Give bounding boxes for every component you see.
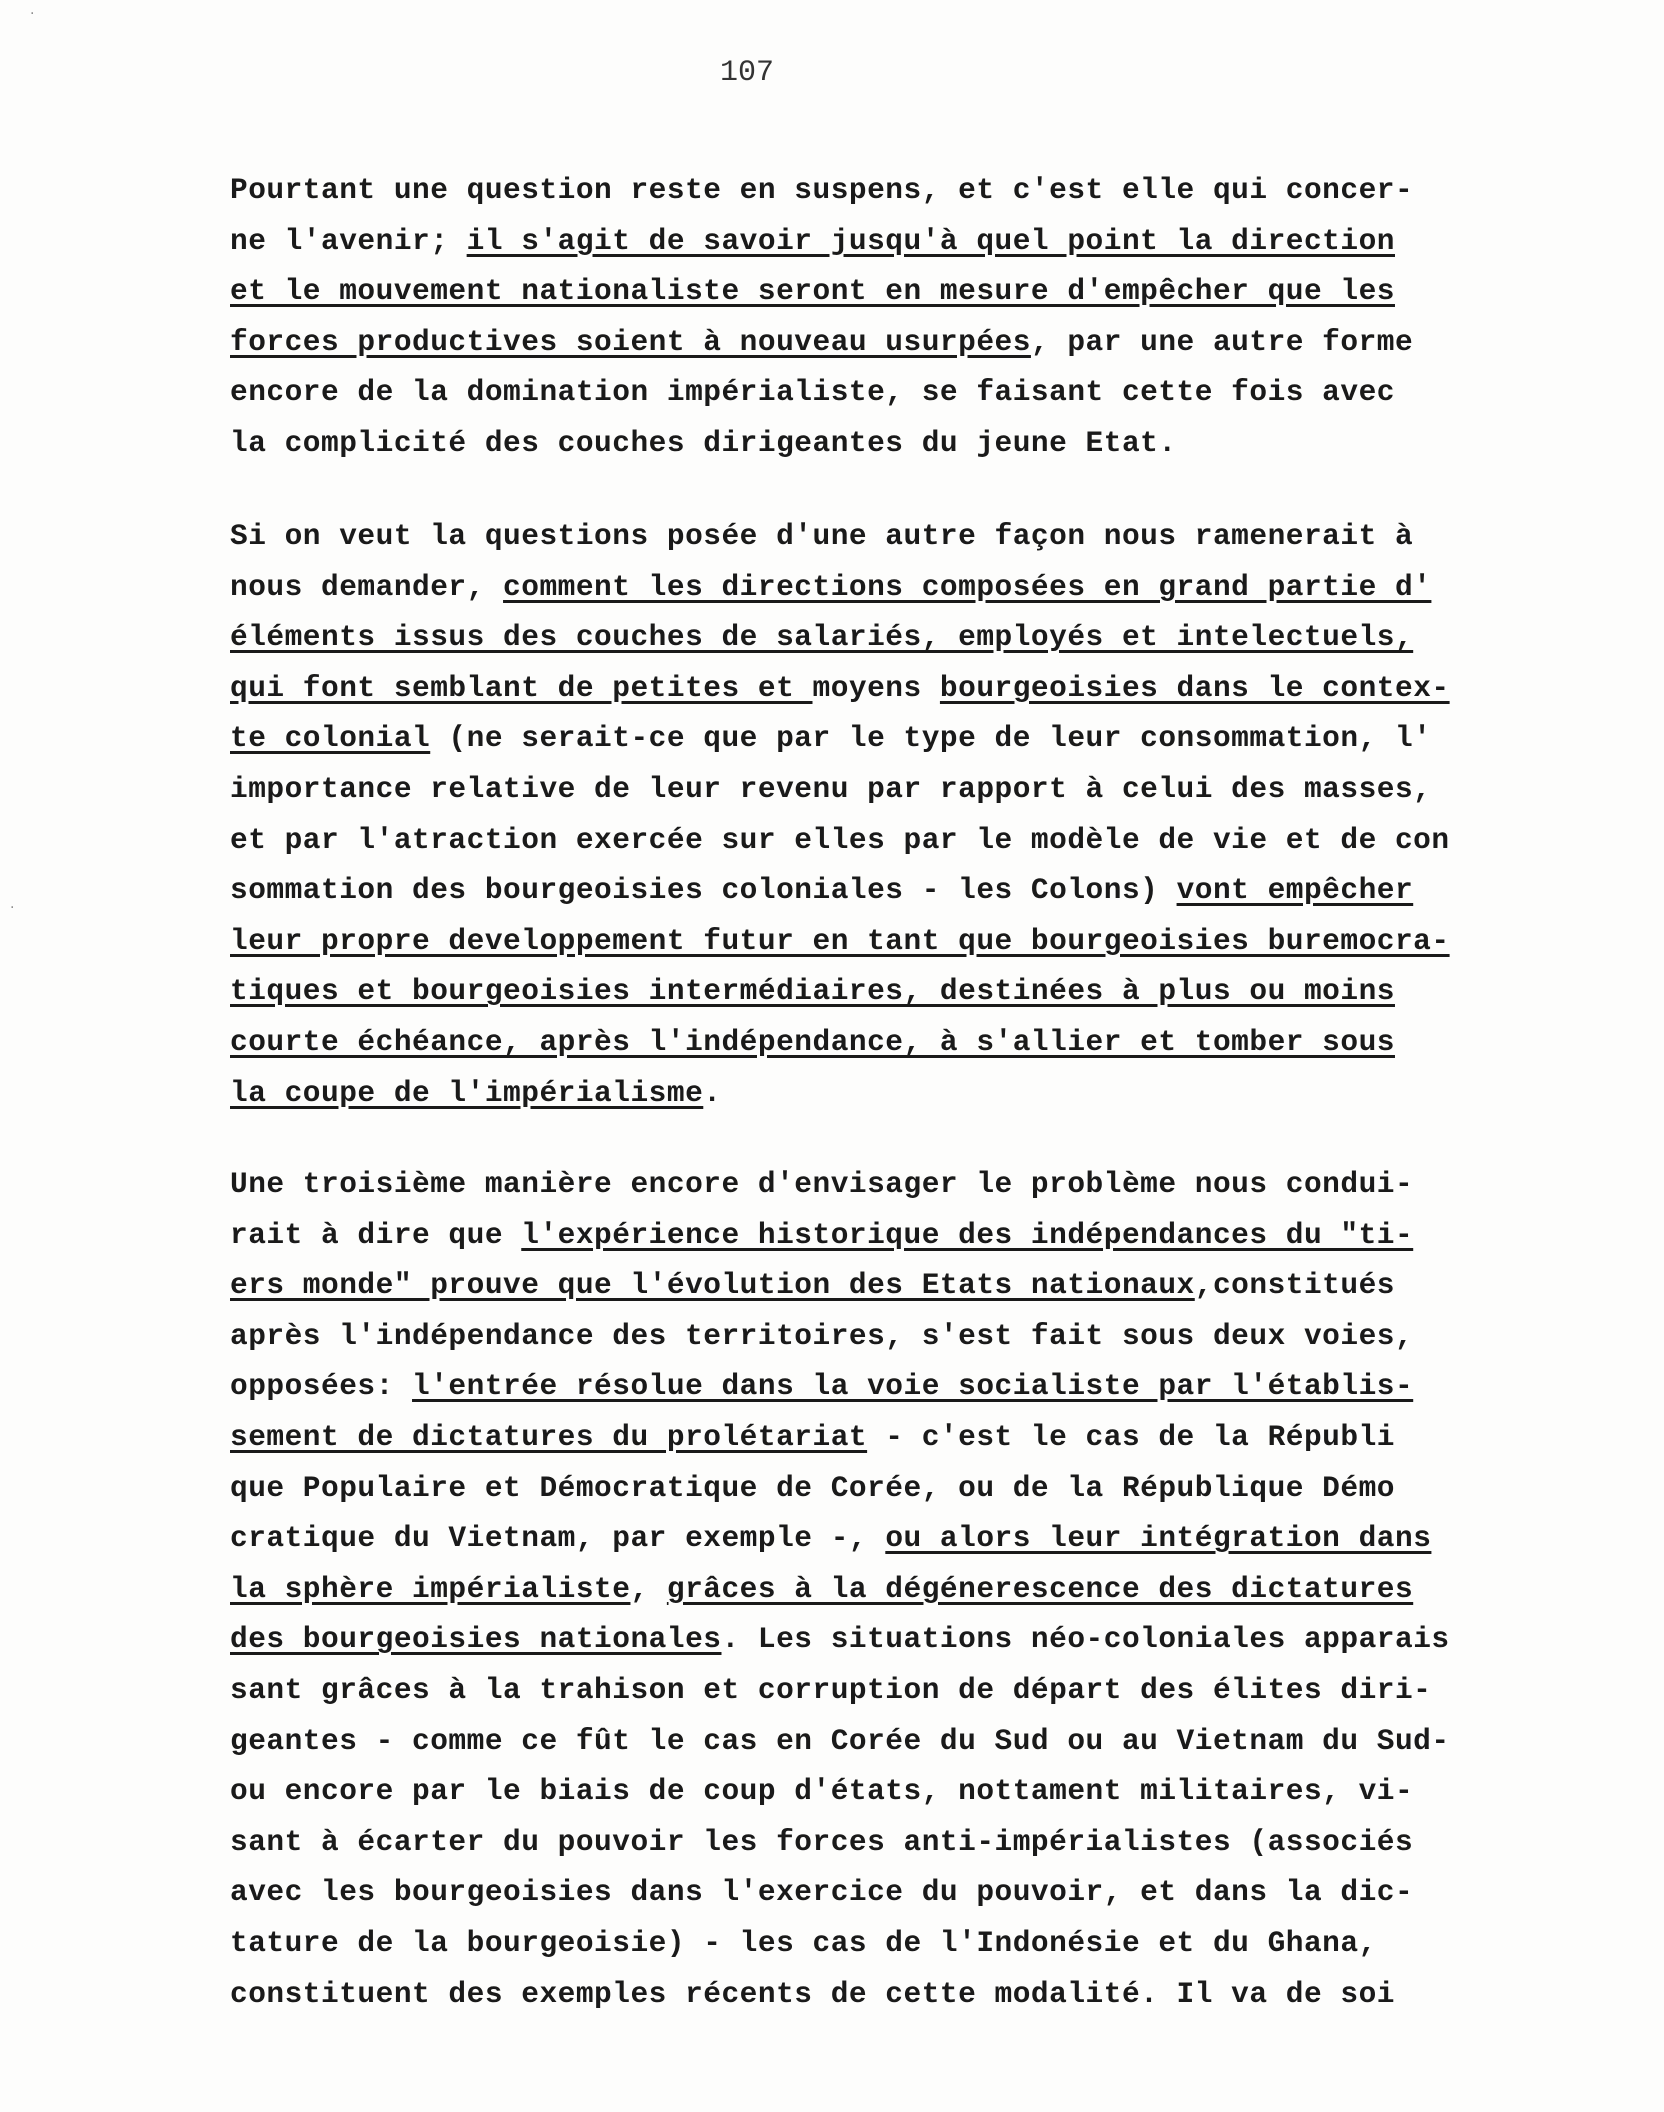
- text-line: [230, 1872, 1413, 1912]
- page-number: 107: [720, 56, 775, 90]
- text-segment: sommation des bourgeoisies coloniales - les Colons): [230, 873, 1177, 908]
- text-line: [230, 1366, 1413, 1406]
- text-segment: sant grâces à la trahison et corruption de départ des élites diri-: [230, 1673, 1432, 1707]
- text-segment: (ne serait-ce que par le type de leur consommation, l': [430, 721, 1432, 756]
- underlined-text: la sphère impérialiste: [230, 1571, 631, 1606]
- text-line: [230, 1164, 1413, 1204]
- text-line: [230, 1923, 1377, 1963]
- underlined-text: courte échéance, après l'indépendance, à s'allier et tomber sous: [230, 1025, 1395, 1059]
- underlined-text: leur propre developpement futur en tant que bourgeoisies buremocra-: [230, 923, 1450, 958]
- text-line: [230, 1468, 1395, 1508]
- text-line: [230, 372, 1395, 412]
- text-line: [230, 668, 1450, 708]
- text-segment: opposées:: [230, 1369, 413, 1404]
- scan-speck: ·: [10, 900, 15, 916]
- text-segment: avec les bourgeoisies dans l'exercice du pouvoir, et dans la dic-: [230, 1875, 1414, 1910]
- underlined-text: sement de dictatures du prolétariat: [230, 1420, 868, 1454]
- underlined-text: des bourgeoisies nationales: [230, 1622, 722, 1657]
- text-line: [230, 870, 1413, 910]
- text-line: [230, 221, 1395, 261]
- text-segment: importance relative de leur revenu par rapport à celui des masses,: [230, 772, 1432, 806]
- text-line: [230, 1215, 1413, 1255]
- underlined-text: éléments issus des couches de salariés, employés et intelectuels,: [230, 620, 1414, 655]
- text-segment: encore de la domination impérialiste, se faisant cette fois avec: [230, 375, 1395, 410]
- text-line: [230, 769, 1431, 809]
- scan-speck: ·: [30, 6, 35, 22]
- text-line: [230, 170, 1413, 210]
- text-line: [230, 1073, 721, 1113]
- text-segment: geantes - comme ce fût le cas en Corée du Sud ou au Vietnam du Sud-: [230, 1723, 1450, 1758]
- text-segment: après l'indépendance des territoires, s'est fait sous deux voies,: [230, 1318, 1414, 1353]
- text-line: [230, 271, 1395, 311]
- text-segment: sant à écarter du pouvoir les forces anti-impérialistes (associés: [230, 1824, 1414, 1859]
- text-line: [230, 718, 1431, 758]
- underlined-text: comment les directions composées en grand partie d': [503, 569, 1432, 604]
- text-line: [230, 820, 1450, 860]
- text-line: [230, 921, 1450, 961]
- text-segment: et par l'atraction exercée sur elles par le modèle de vie et de con: [230, 822, 1450, 857]
- text-line: [230, 1022, 1395, 1062]
- text-line: [230, 1417, 1395, 1457]
- text-segment: ,constitués: [1194, 1268, 1395, 1303]
- text-line: [230, 1822, 1413, 1862]
- text-segment: tature de la bourgeoisie) - les cas de l'Indonésie et du Ghana,: [230, 1926, 1377, 1960]
- text-line: [230, 1265, 1395, 1305]
- underlined-text: grâces à la dégénerescence des dictatures: [666, 1571, 1414, 1606]
- text-segment: .: [703, 1075, 722, 1110]
- text-line: [230, 617, 1413, 657]
- text-line: [230, 971, 1395, 1011]
- text-segment: cratique du Vietnam, par exemple -,: [230, 1521, 886, 1556]
- text-segment: moyens: [812, 670, 922, 705]
- text-segment: la complicité des couches dirigeantes du jeune Etat.: [230, 426, 1177, 460]
- text-segment: ,: [630, 1571, 667, 1606]
- underlined-text: bourgeoisies dans le contex-: [939, 670, 1450, 705]
- underlined-text: vont empêcher: [1176, 873, 1414, 908]
- text-segment: rait à dire que: [230, 1217, 522, 1252]
- text-segment: Une troisième manière encore d'envisager le problème nous condui-: [230, 1167, 1414, 1201]
- text-segment: , par une autre forme: [1030, 324, 1414, 359]
- text-segment: que Populaire et Démocratique de Corée, ou de la République Démo: [230, 1470, 1395, 1505]
- underlined-text: qui font semblant de petites et: [230, 670, 813, 705]
- text-segment: ne l'avenir;: [230, 223, 467, 258]
- underlined-text: ou alors leur intégration dans: [885, 1521, 1432, 1556]
- underlined-text: l'expérience historique des indépendances du "ti-: [521, 1217, 1414, 1252]
- underlined-text: il s'agit de savoir jusqu'à quel point la direction: [466, 223, 1395, 258]
- text-segment: Pourtant une question reste en suspens, et c'est elle qui concer-: [230, 173, 1414, 207]
- text-line: [230, 1721, 1450, 1761]
- text-segment: Si on veut la questions posée d'une autre façon nous ramenerait à: [230, 519, 1414, 553]
- text-line: [230, 423, 1177, 463]
- text-line: [230, 1771, 1413, 1811]
- underlined-text: tiques et bourgeoisies intermédiaires, destinées à plus ou moins: [230, 974, 1395, 1009]
- text-segment: - c'est le cas de la Républi: [867, 1420, 1395, 1454]
- text-segment: constituent des exemples récents de cette modalité. Il va de soi: [230, 1976, 1395, 2011]
- text-line: [230, 322, 1413, 362]
- text-line: [230, 1518, 1431, 1558]
- text-line: [230, 516, 1413, 556]
- text-segment: nous demander,: [230, 569, 504, 604]
- text-line: [230, 1974, 1395, 2014]
- text-line: [230, 1670, 1431, 1710]
- underlined-text: te colonial: [230, 721, 431, 756]
- text-segment: . Les situations néo-coloniales apparais: [721, 1622, 1450, 1657]
- underlined-text: et le mouvement nationaliste seront en mesure d'empêcher que les: [230, 274, 1395, 309]
- text-line: [230, 1619, 1450, 1659]
- underlined-text: forces productives soient à nouveau usurpées: [230, 324, 1031, 359]
- text-line: [230, 1569, 1413, 1609]
- underlined-text: la coupe de l'impérialisme: [230, 1075, 704, 1110]
- text-line: [230, 567, 1431, 607]
- underlined-text: l'entrée résolue dans la voie socialiste par l'établis-: [412, 1369, 1414, 1404]
- text-line: [230, 1316, 1413, 1356]
- text-segment: [922, 671, 940, 705]
- underlined-text: ers monde" prouve que l'évolution des Etats nationaux: [230, 1268, 1195, 1303]
- text-segment: ou encore par le biais de coup d'états, nottament militaires, vi-: [230, 1774, 1414, 1809]
